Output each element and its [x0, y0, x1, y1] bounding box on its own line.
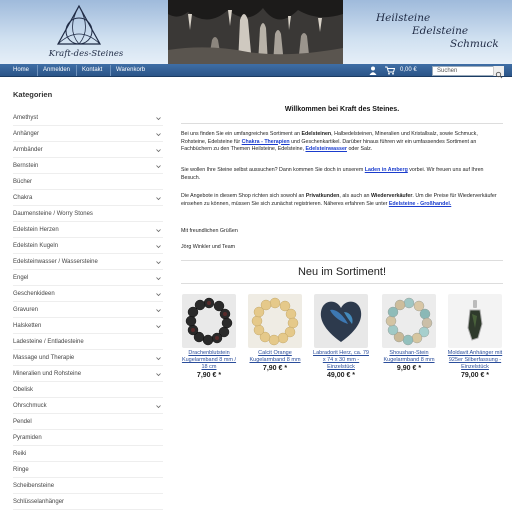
chevron-down-icon[interactable] [156, 324, 161, 329]
sidebar-category-label: Schlüsselanhänger [13, 499, 65, 505]
chevron-down-icon[interactable] [156, 260, 161, 265]
product-price: 79,00 € * [460, 372, 490, 379]
sidebar-category-item[interactable] [13, 350, 163, 366]
sidebar-category-item[interactable] [13, 254, 163, 270]
sidebar-category-label: Scheibensteine [13, 483, 55, 489]
chevron-down-icon[interactable] [156, 244, 161, 249]
store-paragraph [181, 167, 503, 182]
sidebar-category-label: Edelsteinwasser / Wassersteine [13, 259, 98, 265]
search-input[interactable]: Suchen [432, 66, 504, 76]
signature-text: Jörg Winkler und Team [181, 244, 236, 250]
sidebar-category-label: Daumensteine / Worry Stones [13, 211, 93, 217]
product-card[interactable] [313, 294, 369, 379]
sidebar-category-item[interactable] [13, 270, 163, 286]
sidebar-category-label: Engel [13, 275, 29, 281]
sidebar-category-item[interactable] [13, 238, 163, 254]
sidebar-category-label: Halsketten [13, 323, 42, 329]
sidebar-category-label: Bücher [13, 179, 33, 185]
sidebar-category-label: Ringe [13, 467, 29, 473]
product-name[interactable]: Drachenblutstein Kugelarmband 8 mm / 18 cm [181, 350, 237, 370]
reseller-text: . Um die Preise für Wiederverkäufer einsehen zu können, müssen Sie sich zunächst registrieren. Näheres erfahren Sie unter [181, 193, 497, 207]
product-name[interactable]: Calcit Orange Kugelarmband 8 mm [249, 350, 301, 363]
sidebar-category-item[interactable] [13, 174, 163, 190]
sidebar-category-label: Anhänger [13, 131, 40, 137]
nav-kontakt[interactable]: Kontakt [82, 67, 103, 73]
sidebar-category-label: Bernstein [13, 163, 39, 169]
product-card[interactable] [247, 294, 303, 372]
sidebar-category-label: Ohrschmuck [13, 403, 47, 409]
new-products-title: Neu im Sortiment! [297, 266, 387, 278]
sidebar-category-label: Obelisk [13, 387, 34, 393]
site-header [0, 0, 512, 64]
chevron-down-icon[interactable] [156, 132, 161, 137]
product-card[interactable] [381, 294, 437, 372]
product-price: 7,90 € * [196, 372, 222, 379]
sidebar-category-item[interactable] [13, 446, 163, 462]
sidebar-category-item[interactable] [13, 302, 163, 318]
link-chakra-therapien[interactable]: Chakra - Therapien [241, 138, 290, 145]
product-image[interactable] [448, 294, 502, 348]
greeting-text: Mit freundlichen Grüßen [181, 228, 238, 234]
chevron-down-icon[interactable] [156, 196, 161, 201]
site-logo[interactable] [40, 2, 124, 62]
chevron-down-icon[interactable] [156, 404, 161, 409]
product-card[interactable] [447, 294, 503, 379]
nav-warenkorb[interactable]: Warenkorb [116, 67, 146, 73]
sidebar-category-item[interactable] [13, 494, 163, 510]
sidebar-category-label: Massage und Therapie [13, 355, 75, 361]
link-laden-in-amberg[interactable]: Laden in Amberg [364, 167, 408, 173]
sidebar-category-item[interactable] [13, 398, 163, 414]
product-image[interactable] [248, 294, 302, 348]
product-price: 49,00 € * [326, 372, 356, 379]
sidebar-category-item[interactable] [13, 126, 163, 142]
sidebar-category-label: Amethyst [13, 115, 39, 121]
sidebar-category-label: Reiki [13, 451, 27, 457]
sidebar-category-label: Chakra [13, 195, 33, 201]
sidebar-category-label: Pendel [13, 419, 32, 425]
sidebar-category-label: Geschenkideen [13, 291, 55, 297]
product-name[interactable]: Labradorit Herz, ca. 79 x 74 x 30 mm - Einzelstück [313, 350, 369, 370]
chevron-down-icon[interactable] [156, 308, 161, 313]
search-button[interactable] [493, 66, 504, 76]
product-name[interactable]: Shoushan-Stein Kugelarmband 8 mm [383, 350, 435, 363]
product-image[interactable] [382, 294, 436, 348]
tagline-edelsteine: Edelsteine [412, 25, 469, 37]
product-price: 7,90 € * [262, 365, 288, 372]
nav-separator [76, 65, 77, 76]
sidebar-category-item[interactable] [13, 142, 163, 158]
header-cave-image [168, 0, 343, 64]
main-navigation [0, 64, 512, 77]
chevron-down-icon[interactable] [156, 276, 161, 281]
intro-bold-edelsteinen: Edelsteinen [301, 131, 332, 137]
sidebar-category-item[interactable] [13, 430, 163, 446]
cart-icon[interactable] [385, 66, 395, 75]
sidebar-category-label: Edelstein Herzen [13, 227, 59, 233]
tagline-heilsteine: Heilsteine [376, 12, 431, 24]
logo-text: Kraft-des-Steines [48, 49, 124, 59]
nav-anmelden[interactable]: Anmelden [43, 67, 71, 73]
product-price: 9,90 € * [396, 365, 422, 372]
sidebar-category-label: Edelstein Kugeln [13, 243, 59, 249]
logo-emblem-icon [54, 4, 104, 50]
store-text: Sie wollen Ihre Steine selbst aussuchen? Dann kommen Sie doch in unserem [181, 167, 365, 173]
welcome-title: Willkommen bei Kraft des Steines. [284, 106, 400, 113]
chevron-down-icon[interactable] [156, 116, 161, 121]
intro-paragraph [181, 131, 503, 154]
product-image[interactable] [314, 294, 368, 348]
sidebar-category-label: Pyramiden [13, 435, 42, 441]
sidebar-category-label: Ladesteine / Entladesteine [13, 339, 84, 345]
sidebar-category-item[interactable] [13, 222, 163, 238]
intro-text: , Halbedelsteinen, Mineralien und Kristallsalz, sowie Schmuck, Rohsteine, Edelsteine für [181, 131, 478, 145]
sidebar-category-item[interactable] [13, 286, 163, 302]
divider [181, 283, 503, 284]
store-text: vorbei. Wir freuen uns auf Ihren Besuch. [181, 167, 484, 181]
product-card[interactable] [181, 294, 237, 379]
nav-separator [110, 65, 111, 76]
sidebar-category-item[interactable] [13, 414, 163, 430]
tagline-schmuck: Schmuck [450, 38, 499, 50]
sidebar-category-item[interactable] [13, 462, 163, 478]
chevron-down-icon[interactable] [156, 372, 161, 377]
link-grosshandel[interactable]: Edelsteine - Großhandel. [388, 200, 452, 207]
nav-home[interactable]: Home [13, 67, 30, 73]
sidebar-category-item[interactable] [13, 190, 163, 206]
reseller-text: Die Angebote in diesem Shop richten sich sowohl an [181, 193, 306, 199]
sidebar-category-item[interactable] [13, 478, 163, 494]
sidebar-category-item[interactable] [13, 158, 163, 174]
chevron-down-icon[interactable] [156, 228, 161, 233]
intro-text: und Geschenkartikel. Darüber hinaus führen wir ein umfassendes Sortiment an Fachbüchern zu den Themen Heilsteine, Edelsteine, [181, 138, 477, 153]
category-sidebar [13, 90, 163, 505]
sidebar-category-item[interactable] [13, 334, 163, 350]
sidebar-category-item[interactable] [13, 206, 163, 222]
sidebar-category-label: Armbänder [13, 147, 43, 153]
product-image[interactable] [182, 294, 236, 348]
sidebar-category-item[interactable] [13, 110, 163, 126]
sidebar-category-label: Mineralien und Rohsteine [13, 371, 82, 377]
link-edelsteinwasser[interactable]: Edelsteinwasser [305, 146, 347, 153]
chevron-down-icon[interactable] [156, 356, 161, 361]
chevron-down-icon[interactable] [156, 164, 161, 169]
divider [181, 123, 503, 124]
sidebar-category-item[interactable] [13, 382, 163, 398]
sidebar-category-item[interactable] [13, 366, 163, 382]
intro-text: oder Salz. [346, 146, 373, 153]
cart-total[interactable]: 0,00 € [400, 67, 417, 73]
sidebar-category-label: Gravuren [13, 307, 39, 313]
sidebar-title: Kategorien [13, 90, 53, 99]
reseller-paragraph [181, 193, 503, 208]
user-icon[interactable] [369, 66, 377, 75]
chevron-down-icon[interactable] [156, 148, 161, 153]
product-name[interactable]: Moldavit Anhänger mit 925er Silberfassung - Einzelstück [447, 350, 503, 370]
intro-text: Bei uns finden Sie ein umfangreiches Sortiment an [181, 131, 302, 137]
chevron-down-icon[interactable] [156, 292, 161, 297]
search-icon [494, 71, 504, 79]
sidebar-category-item[interactable] [13, 318, 163, 334]
divider [181, 260, 503, 261]
reseller-text: , als auch an [339, 193, 371, 199]
bold-wiederverkaeufer: Wiederverkäufer [370, 193, 413, 199]
bold-privatkunden: Privatkunden [305, 193, 340, 199]
nav-separator [37, 65, 38, 76]
